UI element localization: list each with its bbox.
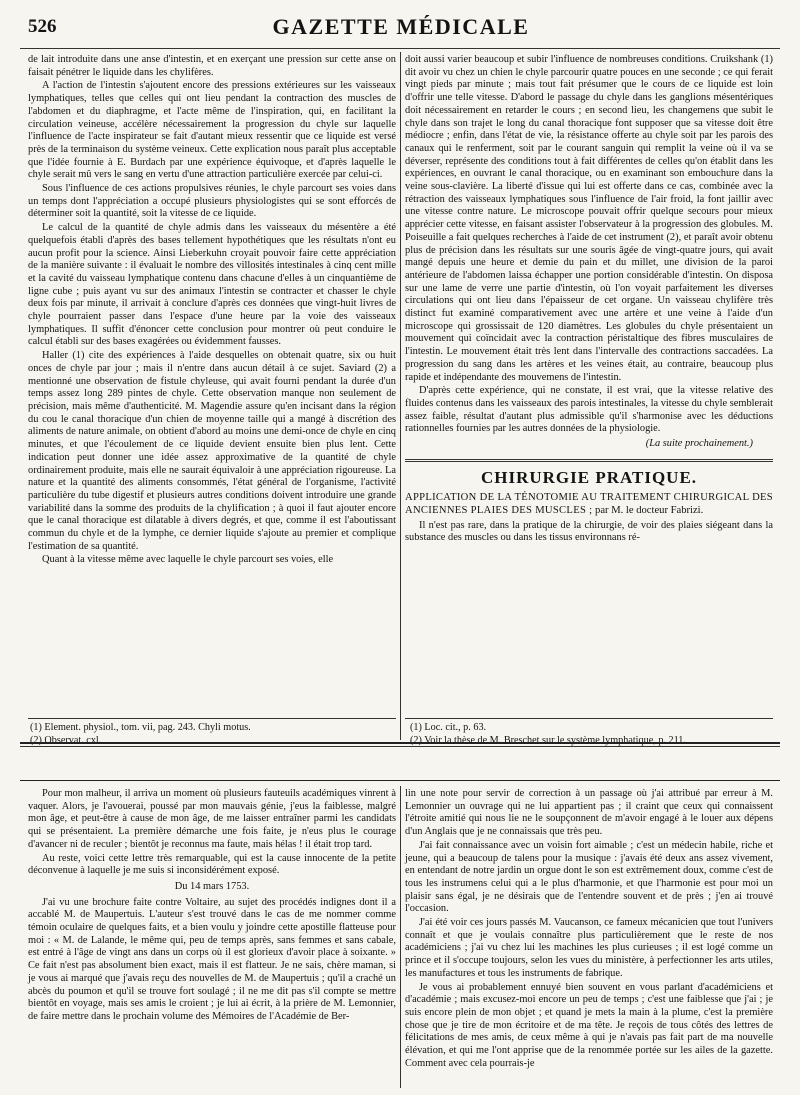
footnote-rule-left [28, 718, 396, 719]
continuation-note: (La suite prochainement.) [645, 438, 753, 450]
footnote: (2) Voir la thèse de M. Breschet sur le système lymphatique, p. 211. [410, 734, 686, 746]
header-rule [20, 48, 780, 49]
paragraph: Au reste, voici cette lettre très remarquable, qui est la cause innocente de la petite déconvenue à laquelle je me suis si inconsidérément exposé. [28, 852, 396, 877]
column-divider-top [400, 52, 401, 740]
paragraph: J'ai été voir ces jours passés M. Vaucanson, ce fameux mécanicien que tout l'univers connaît et que je voulais connaître plus particulièrement que le reste de nos académiciens ; j'ai vu chez lui les machines les plus curieuses ; il est logé comme un prince et il s'occupe toujours, selon les vues du ministère, à perfectionner les arts utiles, les manufactures et tous les instruments de fabrique. [405, 917, 773, 979]
footnote: (2) Observat. cxl. [30, 734, 102, 746]
letter-date: Du 14 mars 1753. [174, 880, 250, 892]
feuilleton-rule [20, 742, 780, 744]
article-author: par M. le docteur Fabrizi. [595, 504, 704, 516]
page-header [28, 14, 774, 44]
paragraph: lin une note pour servir de correction à un passage où j'ai attribué par erreur à M. Lemonnier un ouvrage qui ne lui appartient pas ; il craint que ceux qui connaissent l'étroite amitié qui nous lie ne le soupçonnent de m'avoir engagé à le louer aux dépens d'un Anglais que je ne connaissais que très peu. [405, 788, 773, 838]
paragraph: J'ai vu une brochure faite contre Voltaire, au sujet des procédés indignes dont il a accablé M. de Maupertuis. L'auteur s'est trouvé dans le cas de me nommer comme témoin oculaire de quelques faits, et a bien voulu y joindre cette apostille flatteuse pour moi : « M. de Lalande, le même qui, peu de temps après, sans femmes et sans cabale, est entré à l'âge de vingt ans dans un corps où il est glorieux d'avoir place à soixante. » Ce fait n'est pas absolument bien exact, mais il est flatteur. Je ne sais, chère maman, si je vous ai marqué que j'avais reçu des nouvelles de M. de Maupertuis ; qu'il a craché un abcès du poumon et qu'il se trouve fort soulagé ; il ne me dit pas s'il compte se mettre bientôt en voyage, mais ses amis le croient ; je lui ai écrit, à la prière de M. Lemonnier, de faire mettre dans le prochain volume des Mémoires de l'Académie de Ber- [28, 896, 396, 1022]
footnote: (1) Element. physiol., tom. vii, pag. 243. Chyli motus. [30, 722, 251, 733]
paragraph: Le calcul de la quantité de chyle admis dans les vaisseaux du mésentère a été quelquefois établi d'après des bases tellement hypothétiques que les résultats n'ont eu aucun profit pour la science. Ainsi Lieberkuhn croyait pouvoir faire cette appréciation de la manière suivante : il évaluait le nombre des villosités intestinales à cinq cent mille et la cavité du vaisseau lymphatique contenu dans chacune d'elles à un cinquantième de ligne cube ; puis ayant vu sur des animaux l'intestin se contracter et chasser le chyle deux fois par minute, il arrivait à conclure d'après ces données que vingt-huit livres de chyle pourraient passer dans l'espace d'une heure par la voie des vaisseaux lymphatiques. Il suffit d'énoncer cette conclusion pour montrer où peut conduire le calcul établi sur des bases exagérées ou évidemment fausses. [28, 222, 396, 348]
bottom-left-column [28, 788, 396, 1025]
paragraph: Quant à la vitesse même avec laquelle le chyle parcourt ses voies, elle [42, 554, 334, 566]
paragraph: Pour mon malheur, il arriva un moment où plusieurs fauteuils académiques vinrent à vaquer. Alors, je l'avouerai, poussé par mon mauvais génie, j'eus la faiblesse, malgré mon âge, et peut-être à cause de mon âge, de me laisser entraîner parmi les candidats qui se présentaient. La première démarche une fois faite, je n'eus plus le courage d'avancer ni de reculer ; bientôt je reconnus ma faute, mais hélas ! il était trop tard. [28, 788, 396, 850]
paragraph: de lait introduite dans une anse d'intestin, et en exerçant une pression sur cette anse on faisait pénétrer le liquide dans les chylifères. [28, 54, 396, 78]
paragraph: Je vous ai probablement ennuyé bien souvent en vous parlant d'académiciens et d'académie ; mais excusez-moi encore un peu de temps ; c'est une faiblesse que j'ai ; je suis encore plein de mon objet ; et quand je mets la main à la plume, c'est la première chose que je tire de mon écritoire et de ma tête. Je reçois de tous côtés des lettres de félicitations de mes amis, de ceux même à qui je n'avais pas fait part de ma nouvelle élévation, et qui me l'ont apprise que de la renommée portée sur les ailes de la gazette. Comment avec cela pourrais-je [405, 981, 773, 1069]
paragraph: A l'action de l'intestin s'ajoutent encore des pressions extérieures sur les vaisseaux lymphatiques, telles que celles qui ont lieu pendant la contraction des muscles de l'abdomen et du diaphragme, et l'acte même de l'inspiration, qui, en facilitant la circulation veineuse, accélère nécessairement la progression du chyle sur laquelle l'influence de l'acte inspirateur se fait d'autant mieux ressentir que ce liquide est versé près de la terminaison du système veineux. Cette explication nous paraît plus acceptable que l'idée fournie à E. Burdach par une expérience équivoque, et d'après laquelle le chyle serait mû vers le sang en vertu d'une attraction particulière exercée par celui-ci. [28, 80, 396, 181]
bottom-right-column [405, 788, 773, 1071]
paragraph: Sous l'influence de ces actions propulsives réunies, le chyle parcourt ses voies dans un temps dont l'appréciation a occupé plusieurs physiologistes qui se sont efforcés de déterminer soit la quantité, soit la vitesse de ce liquide. [28, 183, 396, 220]
section-divider [405, 459, 773, 462]
paragraph: Haller (1) cite des expériences à l'aide desquelles on obtenait quatre, six ou huit onces de chyle par jour ; mais il n'entre dans aucun détail à ce sujet. Saviard (2) a mentionné une observation de fistule chyleuse, qui avait fourni pendant la durée d'un temps assez long 289 pintes de chyle. Cette observation manque non seulement de précision, mais même d'authenticité. M. Magendie assure qu'en incisant dans la région du cou le canal thoracique d'un chien de moyenne taille qui a mangé à discrétion des aliments de nature animale, on obtient d'abord au moins une demi-once de chyle en cinq minutes, et que l'écoulement de ce liquide devient ensuite bien plus lent. Cette indication peut donner une idée assez approximative de la quantité de chyle ordinairement produite, mais elle ne saurait équivaloir à une appréciation rigoureuse. La nature et la quantité des aliments consommés, l'état général de l'organisme, l'activité particulière du tube digestif et plusieurs autres conditions doivent introduire une grande variabilité dans la somme des produits de la chylification ; à quoi il faut ajouter encore que le canal thoracique est dilatable à divers degrés, et que, comme il est l'aboutissant commun du chyle et de la lymphe, ce dernier liquide s'ajoute au premier et complique l'estimation de sa quantité. [28, 350, 396, 552]
journal-title: GAZETTE MÉDICALE [272, 14, 530, 39]
feuilleton-top-rule [20, 780, 780, 781]
top-left-column [28, 54, 396, 568]
footnote-rule-right [405, 718, 773, 719]
section-title: CHIRURGIE PRATIQUE. [480, 467, 698, 487]
column-divider-bottom [400, 786, 401, 1088]
article-title-block [405, 491, 773, 517]
footnote: (1) Loc. cit., p. 63. [410, 722, 487, 733]
paragraph: D'après cette expérience, qui ne constate, il est vrai, que la vitesse relative des fluides contenus dans les vaisseaux des parois intestinales, la vitesse du chyle semblerait assez faible, résultat d'autant plus admissible qu'il s'harmonise avec les déductions rationnelles fournies par les autres données de la physiologie. [405, 385, 773, 435]
paragraph: doit aussi varier beaucoup et subir l'influence de nombreuses conditions. Cruikshank (1) dit avoir vu chez un chien le chyle parcourir quatre pouces en une seconde ; ce qui ferait vingt pieds par minute ; mais tout fait présumer que le cours de ce liquide est loin d'offrir une telle vitesse. D'abord le passage du chyle dans les ganglions mésentériques doit nécessairement en retarder le cours ; en second lieu, les changemens que subit le chyle dans son trajet le long du canal thoracique font supposer que sa vitesse doit être médiocre ; enfin, dans l'état de vie, la résistance offerte au chyle soit par les parois des canaux qui le renferment, soit par le courant sanguin qui remplit la veine où il va se déverser, représente des conditions tout à fait différentes de celles qu'on établit dans les expériences, en ouvrant le canal thoracique, ou en examinant son embouchure dans la veine sous-clavière. La liberté d'issue qui lui est offerte dans ce cas, combinée avec la rétraction des vaisseaux lymphatiques sous l'influence de l'air froid, la font jaillir avec une vitesse contre nature. Le microscope pouvait offrir quelque secours pour mieux apprécier cette vitesse, en faisant assister l'observateur à la progression des globules. M. Poiseuille a fait quelques recherches à l'aide de cet instrument (2), et paraît avoir obtenu plus de précision dans les résultats sur une souris âgée de vingt-quatre jours, qui avait mangé depuis une heure et demie du pain et du millet, une division de la paroi antérieure de l'abdomen laissa échapper une portion considérable d'intestin. On disposa sur une lame de verre une partie d'intestin, où l'on voyait parfaitement les diverses circulations qui ont lieu dans l'épaisseur de cet organe. Un vaisseau chylifère très distinct fut examiné comparativement avec une artère et une veine à l'aide d'un microscope qui grossissait de 120 diamètres. Les globules du chyle présentaient un mouvement qui coïncidait avec la contraction péristaltique des fibres musculaires de l'intestin. Le mouvement était très lent dans l'intervalle des contractions saccadées. La progression du sang dans les artères et les veines était, au contraire, beaucoup plus rapide et indépendante des mouvemens de l'intestin. [405, 54, 773, 383]
feuilleton-rule-thin [20, 746, 780, 747]
top-right-column [405, 54, 773, 546]
page-number: 526 [28, 16, 57, 37]
paragraph: Il n'est pas rare, dans la pratique de la chirurgie, de voir des plaies siégeant dans la substance des muscles ou dans les tissus environnans ré- [405, 519, 773, 544]
article-title: APPLICATION DE LA TÉNOTOMIE AU TRAITEMENT CHIRURGICAL DES ANCIENNES PLAIES DES MUSCLES ; [405, 491, 773, 516]
paragraph: J'ai fait connaissance avec un voisin fort aimable ; c'est un médecin habile, riche et jeune, qui a beaucoup de talens pour la musique : j'avais été deux ans assez vivement, en entendant de notre jardin un orgue dont le son est extrêmement doux, comme c'est de tous les instrumens celui qui a le plus d'harmonie, et que l'harmonie est pour moi un plaisir sans égal, je ne désirais que de l'entendre souvent et de près ; j'en ai trouvé l'occasion. [405, 839, 773, 915]
